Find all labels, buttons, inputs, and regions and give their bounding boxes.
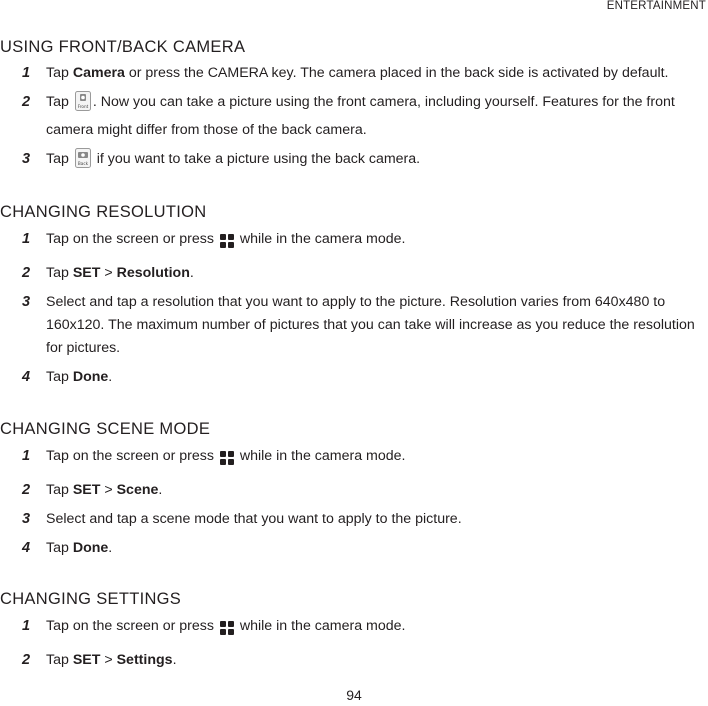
- menu-grid-icon: [220, 620, 234, 643]
- section-title: CHANGING SETTINGS: [0, 590, 182, 608]
- chapter-header: ENTERTAINMENT: [606, 0, 706, 12]
- page-number: 94: [346, 687, 362, 703]
- step-text: Tap: [46, 652, 73, 668]
- step-item: [0, 148, 708, 176]
- step-number: 2: [22, 265, 31, 281]
- step-item: [0, 445, 708, 473]
- step-text: . Now you can take a picture using the front camera, including yourself. Features for the front camera might differ from those of the back camera.: [46, 94, 675, 138]
- step-bold-term: Done: [72, 369, 109, 385]
- step-item: [0, 366, 708, 389]
- section-front-back-camera: [0, 38, 708, 176]
- step-bold-term: Resolution: [116, 265, 190, 281]
- step-number: 2: [22, 94, 31, 110]
- step-number: 2: [22, 652, 31, 668]
- step-item: [0, 291, 708, 360]
- step-text: Tap: [46, 65, 73, 81]
- step-text: Tap: [46, 151, 73, 167]
- back-icon-label: Back: [77, 161, 88, 166]
- step-list: [0, 228, 708, 389]
- section-title: CHANGING SCENE MODE: [0, 420, 211, 438]
- menu-grid-icon: [220, 450, 234, 473]
- step-bold-term: Done: [72, 540, 109, 556]
- step-item: [0, 615, 708, 643]
- section-changing-resolution: [0, 203, 708, 389]
- step-text: .: [172, 652, 177, 668]
- step-number: 3: [22, 151, 31, 167]
- step-text: .: [108, 540, 113, 556]
- step-text: Tap: [46, 265, 73, 281]
- back-camera-icon: [75, 148, 91, 176]
- step-number: 3: [22, 511, 31, 527]
- menu-grid-icon: [220, 233, 234, 256]
- step-text: while in the camera mode.: [235, 231, 406, 247]
- step-number: 1: [22, 65, 31, 81]
- step-text: Select and tap a scene mode that you want to apply to the picture.: [46, 511, 462, 527]
- step-text: >: [100, 482, 117, 498]
- step-number: 3: [22, 294, 31, 310]
- step-item: [0, 62, 708, 85]
- step-item: [0, 262, 708, 285]
- step-text: >: [100, 265, 117, 281]
- step-text: .: [158, 482, 163, 498]
- section-title: USING FRONT/BACK CAMERA: [0, 38, 246, 56]
- step-number: 1: [22, 231, 31, 247]
- step-text: while in the camera mode.: [235, 448, 406, 464]
- front-icon-label: Front: [77, 104, 89, 109]
- step-list: [0, 615, 708, 672]
- step-bold-term: SET: [72, 482, 101, 498]
- step-bold-term: SET: [72, 652, 101, 668]
- step-item: [0, 479, 708, 502]
- step-item: [0, 508, 708, 531]
- step-number: 1: [22, 618, 31, 634]
- step-item: [0, 228, 708, 256]
- step-text: Tap: [46, 540, 73, 556]
- step-number: 4: [22, 369, 31, 385]
- step-text: .: [189, 265, 194, 281]
- step-text: .: [108, 369, 113, 385]
- step-text: Tap: [46, 94, 73, 110]
- step-bold-term: SET: [72, 265, 101, 281]
- step-text: or press the CAMERA key. The camera placed in the back side is activated by default.: [124, 65, 669, 81]
- step-list: [0, 445, 708, 560]
- section-changing-settings: [0, 590, 708, 672]
- step-bold-term: Settings: [116, 652, 173, 668]
- section-changing-scene-mode: [0, 420, 708, 560]
- step-text: while in the camera mode.: [235, 618, 406, 634]
- step-number: 1: [22, 448, 31, 464]
- step-bold-term: Camera: [72, 65, 125, 81]
- step-text: if you want to take a picture using the back camera.: [92, 151, 421, 167]
- step-text: Tap: [46, 369, 73, 385]
- step-text: Select and tap a resolution that you want to apply to the picture. Resolution varies from 640x480 to 160x120. The maximum number of pictures that you can take will increase as you reduce the resolution for pictures.: [46, 294, 695, 356]
- step-item: [0, 649, 708, 672]
- step-text: Tap on the screen or press: [46, 231, 218, 247]
- step-number: 4: [22, 540, 31, 556]
- section-title: CHANGING RESOLUTION: [0, 203, 207, 221]
- step-text: >: [100, 652, 117, 668]
- step-number: 2: [22, 482, 31, 498]
- step-text: Tap on the screen or press: [46, 448, 218, 464]
- step-item: [0, 91, 708, 142]
- front-camera-icon: [75, 91, 91, 119]
- step-text: Tap: [46, 482, 73, 498]
- step-bold-term: Scene: [116, 482, 159, 498]
- step-item: [0, 537, 708, 560]
- step-text: Tap on the screen or press: [46, 618, 218, 634]
- step-list: [0, 62, 708, 176]
